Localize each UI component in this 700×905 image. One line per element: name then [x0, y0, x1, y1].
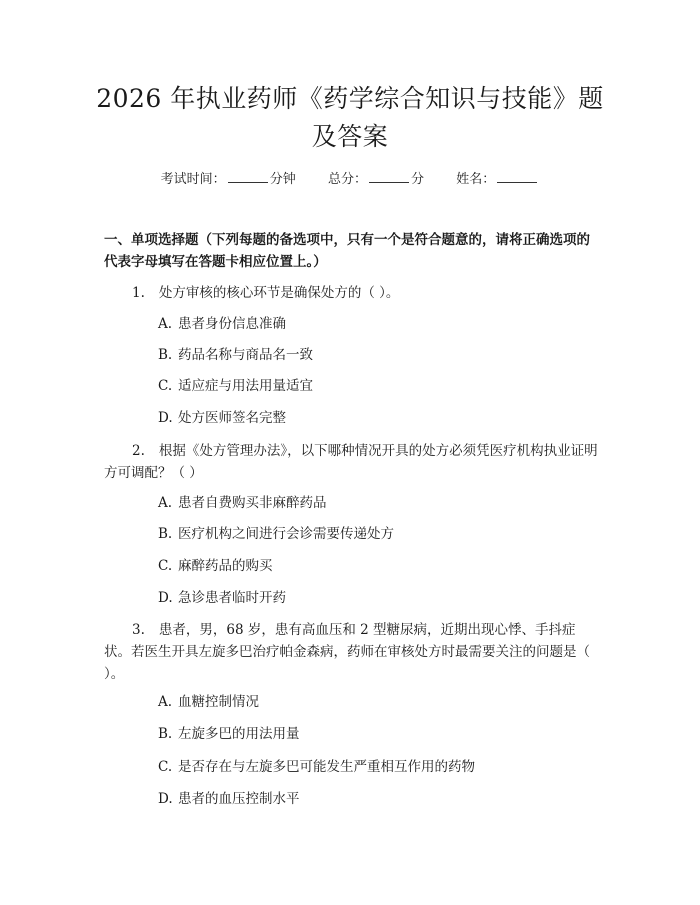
option-3d[interactable] [158, 788, 598, 810]
name-label: 姓名： [456, 172, 496, 187]
question-text: 处方审核的核心环节是确保处方的（ ）。 [158, 285, 400, 301]
option-letter: D. [158, 410, 173, 426]
question-text: 患者，男，68 岁，患有高血压和 2 型糖尿病，近期出现心悸、手抖症状。若医生开具左旋多巴治疗帕金森病，药师在审核处方时最需要关注的问题是（ ）。 [104, 622, 590, 682]
option-letter: A. [158, 694, 173, 710]
option-text: 急诊患者临时开药 [178, 590, 286, 606]
title-line-1: 2026 年执业药师《药学综合知识与技能》题 [96, 84, 604, 113]
option-letter: C. [158, 378, 173, 394]
name-blank[interactable] [497, 168, 537, 183]
option-letter: D. [158, 791, 173, 807]
option-text: 患者的血压控制水平 [178, 791, 300, 807]
time-label: 考试时间： [160, 172, 226, 187]
option-text: 医疗机构之间进行会诊需要传递处方 [178, 526, 394, 542]
question-text: 根据《处方管理办法》，以下哪种情况开具的处方必须凭医疗机构执业证明方可调配？（ ） [104, 443, 598, 481]
question-number: 1. [132, 285, 145, 301]
question-2 [104, 440, 602, 484]
option-2b[interactable] [158, 523, 598, 545]
exam-meta [0, 168, 700, 190]
score-blank[interactable] [369, 168, 409, 183]
option-3b[interactable] [158, 723, 598, 745]
question-3 [104, 619, 602, 685]
option-text: 血糖控制情况 [178, 694, 259, 710]
page-title [90, 80, 610, 156]
option-letter: A. [158, 495, 173, 511]
score-unit: 分 [411, 172, 425, 187]
option-letter: C. [158, 759, 173, 775]
option-text: 麻醉药品的购买 [178, 558, 273, 574]
option-text: 是否存在与左旋多巴可能发生严重相互作用的药物 [178, 759, 475, 775]
question-number: 3. [132, 622, 145, 638]
option-2d[interactable] [158, 587, 598, 609]
option-1a[interactable] [158, 313, 598, 335]
option-letter: B. [158, 347, 173, 363]
question-number: 2. [132, 443, 145, 459]
option-text: 药品名称与商品名一致 [178, 347, 313, 363]
question-1 [104, 282, 602, 304]
section-heading: 一、单项选择题（下列每题的备选项中，只有一个是符合题意的，请将正确选项的代表字母填写在答题卡相应位置上。） [104, 232, 590, 270]
option-2c[interactable] [158, 555, 598, 577]
option-letter: B. [158, 526, 173, 542]
option-text: 处方医师签名完整 [178, 410, 286, 426]
score-label: 总分： [327, 172, 367, 187]
time-blank[interactable] [228, 168, 268, 183]
option-2a[interactable] [158, 492, 598, 514]
option-1b[interactable] [158, 344, 598, 366]
option-text: 左旋多巴的用法用量 [178, 726, 300, 742]
time-unit: 分钟 [269, 172, 296, 187]
option-text: 患者身份信息准确 [178, 316, 286, 332]
option-letter: C. [158, 558, 173, 574]
title-line-2: 及答案 [311, 122, 389, 151]
option-3a[interactable] [158, 691, 598, 713]
option-text: 患者自费购买非麻醉药品 [178, 495, 327, 511]
option-letter: A. [158, 316, 173, 332]
option-text: 适应症与用法用量适宜 [178, 378, 313, 394]
option-letter: D. [158, 590, 173, 606]
option-1c[interactable] [158, 375, 598, 397]
option-3c[interactable] [158, 756, 598, 778]
option-letter: B. [158, 726, 173, 742]
option-1d[interactable] [158, 407, 598, 429]
